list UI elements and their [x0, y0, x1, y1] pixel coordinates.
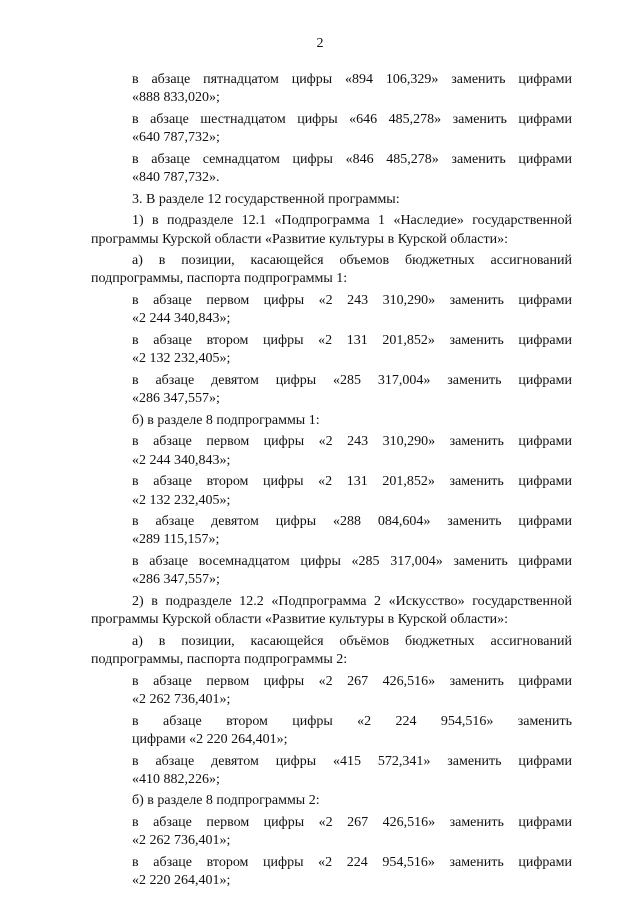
amendment-value: «2 132 232,405»;	[132, 351, 231, 367]
amendment-text: в абзаце шестнадцатом цифры «646 485,278» заменить цифрами	[132, 111, 572, 127]
amendment-paragraph	[91, 473, 572, 510]
section-heading: 3. В разделе 12 государственной программы:	[132, 191, 400, 207]
amendment-value: «888 833,020»;	[132, 90, 220, 106]
amendment-value: «410 882,226»;	[132, 771, 220, 787]
amendment-text: в абзаце втором цифры «2 224 954,516» заменить	[132, 713, 572, 729]
amendment-paragraph	[91, 151, 572, 188]
subsection-paragraph: 2) в подразделе 12.2 «Подпрограмма 2 «Искусство» государственной программы Курской области «Развитие культуры в Курской области»:	[91, 593, 572, 628]
amendment-paragraph	[91, 713, 572, 750]
document-body	[91, 71, 572, 894]
amendment-text: в абзаце восемнадцатом цифры «285 317,004» заменить цифрами	[132, 554, 572, 570]
subsection-paragraph: б) в разделе 8 подпрограммы 1:	[132, 412, 320, 428]
amendment-value: «286 347,557»;	[132, 572, 220, 588]
amendment-paragraph	[91, 513, 572, 550]
amendment-paragraph	[91, 553, 572, 590]
amendment-text: в абзаце втором цифры «2 224 954,516» заменить цифрами	[132, 854, 572, 870]
amendment-text: в абзаце девятом цифры «285 317,004» заменить цифрами	[132, 372, 572, 388]
amendment-text: в абзаце втором цифры «2 131 201,852» заменить цифрами	[132, 474, 572, 490]
amendment-text: в абзаце первом цифры «2 243 310,290» заменить цифрами	[132, 434, 572, 450]
subsection-paragraph: б) в разделе 8 подпрограммы 2:	[132, 793, 320, 809]
amendment-text: в абзаце девятом цифры «288 084,604» заменить цифрами	[132, 514, 572, 530]
amendment-value: цифрами «2 220 264,401»;	[132, 731, 288, 747]
amendment-text: в абзаце втором цифры «2 131 201,852» заменить цифрами	[132, 332, 572, 348]
amendment-paragraph	[91, 292, 572, 329]
amendment-text: в абзаце девятом цифры «415 572,341» заменить цифрами	[132, 753, 572, 769]
amendment-value: «286 347,557»;	[132, 391, 220, 407]
amendment-paragraph	[91, 854, 572, 891]
amendment-paragraph	[91, 433, 572, 470]
amendment-paragraph	[91, 814, 572, 851]
amendment-text: в абзаце первом цифры «2 267 426,516» заменить цифрами	[132, 815, 572, 831]
amendment-value: «2 220 264,401»;	[132, 873, 231, 889]
subsection-paragraph: а) в позиции, касающейся объемов бюджетных ассигнований подпрограммы, паспорта подпрограммы 1:	[91, 253, 572, 287]
amendment-value: «2 244 340,843»;	[132, 311, 231, 327]
subsection-paragraph: а) в позиции, касающейся объёмов бюджетных ассигнований подпрограммы, паспорта подпрограммы 2:	[91, 633, 572, 668]
amendment-text: в абзаце семнадцатом цифры «846 485,278» заменить цифрами	[132, 151, 572, 167]
amendment-value: «2 244 340,843»;	[132, 452, 231, 468]
subsection-paragraph: 1) в подразделе 12.1 «Подпрограмма 1 «Наследие» государственной программы Курской области «Развитие культуры в Курской области»:	[91, 213, 572, 247]
amendment-value: «2 132 232,405»;	[132, 492, 231, 508]
amendment-value: «840 787,732».	[132, 170, 220, 186]
amendment-paragraph	[91, 71, 572, 108]
amendment-text: в абзаце первом цифры «2 243 310,290» заменить цифрами	[132, 293, 572, 309]
amendment-value: «640 787,732»;	[132, 130, 220, 146]
amendment-text: в абзаце пятнадцатом цифры «894 106,329» заменить цифрами	[132, 72, 572, 87]
page-number: 2	[316, 36, 324, 51]
amendment-paragraph	[91, 673, 572, 710]
amendment-paragraph	[91, 372, 572, 409]
amendment-paragraph	[91, 332, 572, 369]
amendment-value: «2 262 736,401»;	[132, 833, 231, 849]
amendment-value: «2 262 736,401»;	[132, 692, 231, 707]
amendment-paragraph	[91, 753, 572, 790]
amendment-paragraph	[91, 111, 572, 148]
amendment-text: в абзаце первом цифры «2 267 426,516» заменить цифрами	[132, 673, 572, 689]
amendment-value: «289 115,157»;	[132, 532, 220, 548]
